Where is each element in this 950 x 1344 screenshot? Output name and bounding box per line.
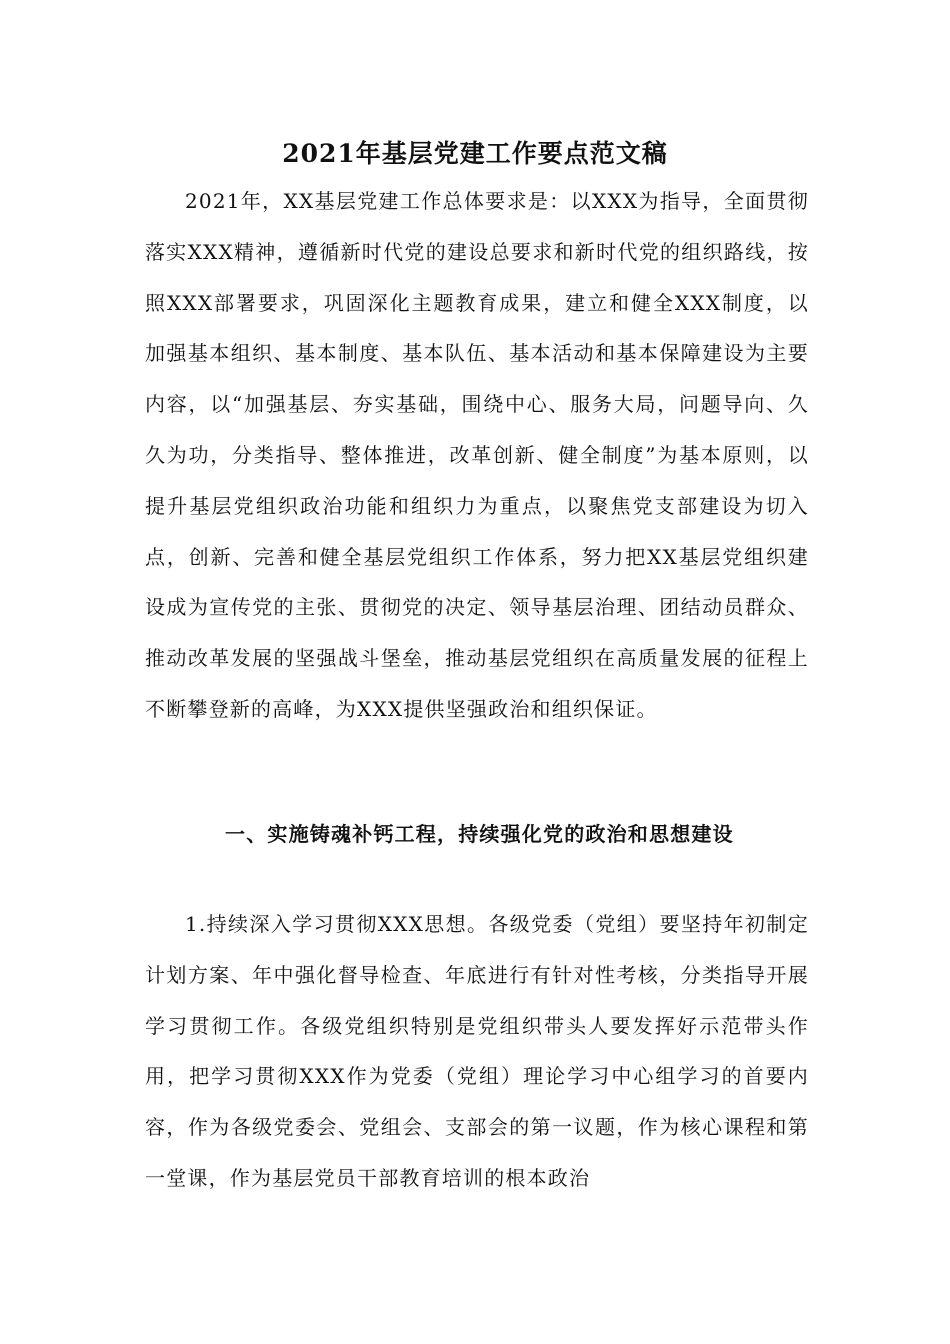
item-1-paragraph: 1.持续深入学习贯彻XXX思想。各级党委（党组）要坚持年初制定计划方案、年中强化督导检查、年底进行有针对性考核，分类指导开展学习贯彻工作。各级党组织特别是党组织带头人要发挥好示范带头作用，把学习贯彻XXX作为党委（党组）理论学习中心组学习的首要内容，作为各级党委会、党组会、支部会的第一议题，作为核心课程和第一堂课，作为基层党员干部教育培训的根本政治 xyxy=(145,912,809,1190)
intro-paragraph: 2021年，XX基层党建工作总体要求是：以XXX为指导，全面贯彻落实XXX精神，遵循新时代党的建设总要求和新时代党的组织路线，按照XXX部署要求，巩固深化主题教育成果，建立和健全XXX制度，以加强基本组织、基本制度、基本队伍、基本活动和基本保障建设为主要内容，以“加强基层、夯实基础，围绕中心、服务大局，问题导向、久久为功，分类指导、整体推进，改革创新、健全制度”为基本原则，以提升基层党组织政治功能和组织力为重点，以聚焦党支部建设为切入点，创新、完善和健全基层党组织工作体系，努力把XX基层党组织建设成为宣传党的主张、贯彻党的决定、领导基层治理、团结动员群众、推动改革发展的坚强战斗堡垒，推动基层党组织在高质量发展的征程上不断攀登新的高峰，为XXX提供坚强政治和组织保证。 xyxy=(145,189,809,721)
section-heading-1: 一、实施铸魂补钙工程，持续强化党的政治和思想建设 xyxy=(225,822,734,846)
document-title: 2021年基层党建工作要点范文稿 xyxy=(282,139,668,168)
